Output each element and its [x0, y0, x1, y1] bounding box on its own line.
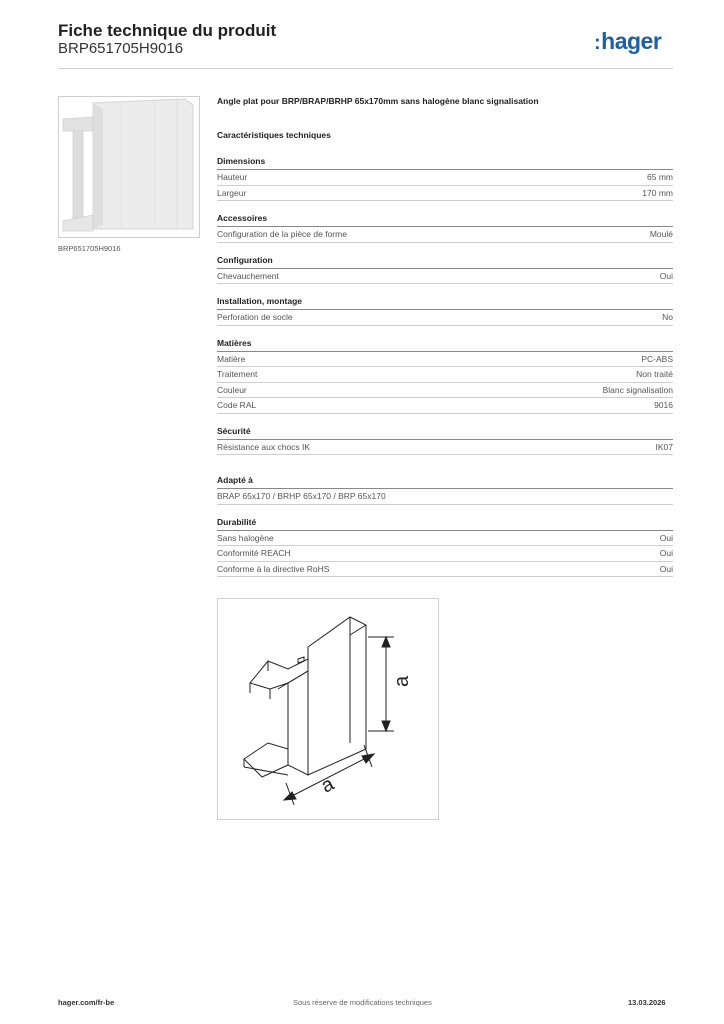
spec-row: [217, 562, 673, 578]
spec-value: Oui: [659, 532, 673, 543]
spec-row: [217, 398, 673, 414]
group-title: Accessoires: [217, 207, 673, 227]
spec-row: [217, 352, 673, 368]
spec-value: 170 mm: [642, 187, 673, 198]
spec-row: [217, 546, 673, 562]
spec-content: [217, 96, 673, 609]
technical-specs-heading: Caractéristiques techniques: [217, 130, 331, 140]
product-reference: BRP651705H9016: [58, 40, 184, 57]
technical-drawing: [217, 598, 439, 820]
spec-value: Non traité: [636, 369, 673, 379]
spec-value: No: [662, 312, 673, 322]
spec-row: [217, 310, 673, 326]
spec-group-materials: [217, 332, 673, 414]
dimension-label-horizontal: a: [317, 772, 338, 798]
spec-row: [217, 227, 673, 243]
spec-value: 9016: [654, 400, 673, 410]
spec-row: [217, 367, 673, 383]
spec-value: Blanc signalisation: [602, 384, 673, 395]
group-title: Matières: [217, 332, 673, 352]
spec-group-configuration: [217, 249, 673, 285]
group-title: Configuration: [217, 249, 673, 269]
adapted-value: BRAP 65x170 / BRHP 65x170 / BRP 65x170: [217, 491, 386, 501]
spec-label: Code RAL: [217, 400, 257, 410]
spec-row: [217, 170, 673, 186]
group-title: Installation, montage: [217, 290, 673, 310]
spec-row: [217, 440, 673, 456]
spec-value: Oui: [659, 563, 673, 574]
spec-row: [217, 269, 673, 285]
product-image: [58, 96, 200, 238]
spec-label: Sans halogène: [217, 532, 274, 543]
footer-notice: Sous réserve de modifications techniques: [293, 998, 432, 1007]
spec-value: 65 mm: [647, 172, 673, 182]
spec-group-adapted: [217, 469, 673, 505]
group-title: Sécurité: [217, 420, 673, 440]
spec-row: [217, 489, 673, 505]
spec-label: Traitement: [217, 369, 258, 379]
spec-label: Conforme à la directive RoHS: [217, 563, 330, 574]
dimension-label-vertical: a: [391, 675, 413, 687]
spec-label: Chevauchement: [217, 270, 279, 281]
spec-value: Moulé: [649, 229, 673, 239]
spec-label: Conformité REACH: [217, 548, 291, 558]
page-title: Fiche technique du produit: [58, 21, 277, 40]
flat-angle-drawing-icon: [218, 599, 438, 819]
spec-group-durability: [217, 511, 673, 578]
spec-value: PC-ABS: [641, 353, 673, 364]
group-title: Durabilité: [217, 511, 673, 531]
spec-group-safety: [217, 420, 673, 456]
footer-date: 13.03.2026: [628, 998, 666, 1007]
product-description: Angle plat pour BRP/BRAP/BRHP 65x170mm sans halogène blanc signalisation: [217, 96, 539, 106]
header-divider: [58, 68, 673, 69]
spec-label: Configuration de la pièce de forme: [217, 229, 347, 239]
spec-label: Couleur: [217, 384, 247, 395]
logo-text: hager: [601, 28, 662, 54]
product-image-caption: BRP651705H9016: [58, 244, 121, 253]
logo-dots-icon: :: [594, 32, 601, 54]
flat-angle-photo-icon: [59, 97, 199, 237]
spec-value: Oui: [659, 270, 673, 281]
spec-row: [217, 186, 673, 202]
spec-label: Hauteur: [217, 172, 248, 182]
group-title: Dimensions: [217, 150, 673, 170]
spec-group-accessories: [217, 207, 673, 243]
footer-website[interactable]: hager.com/fr-be: [58, 998, 115, 1007]
hager-logo: [594, 28, 661, 55]
spec-group-dimensions: [217, 150, 673, 201]
spec-group-installation: [217, 290, 673, 326]
spec-value: IK07: [655, 441, 673, 452]
spec-label: Perforation de socle: [217, 312, 293, 322]
spec-label: Matière: [217, 353, 246, 364]
spec-label: Largeur: [217, 187, 247, 198]
spec-value: Oui: [659, 548, 673, 558]
spec-row: [217, 383, 673, 399]
group-title: Adapté à: [217, 469, 673, 489]
spec-row: [217, 531, 673, 547]
spec-label: Résistance aux chocs IK: [217, 441, 311, 452]
